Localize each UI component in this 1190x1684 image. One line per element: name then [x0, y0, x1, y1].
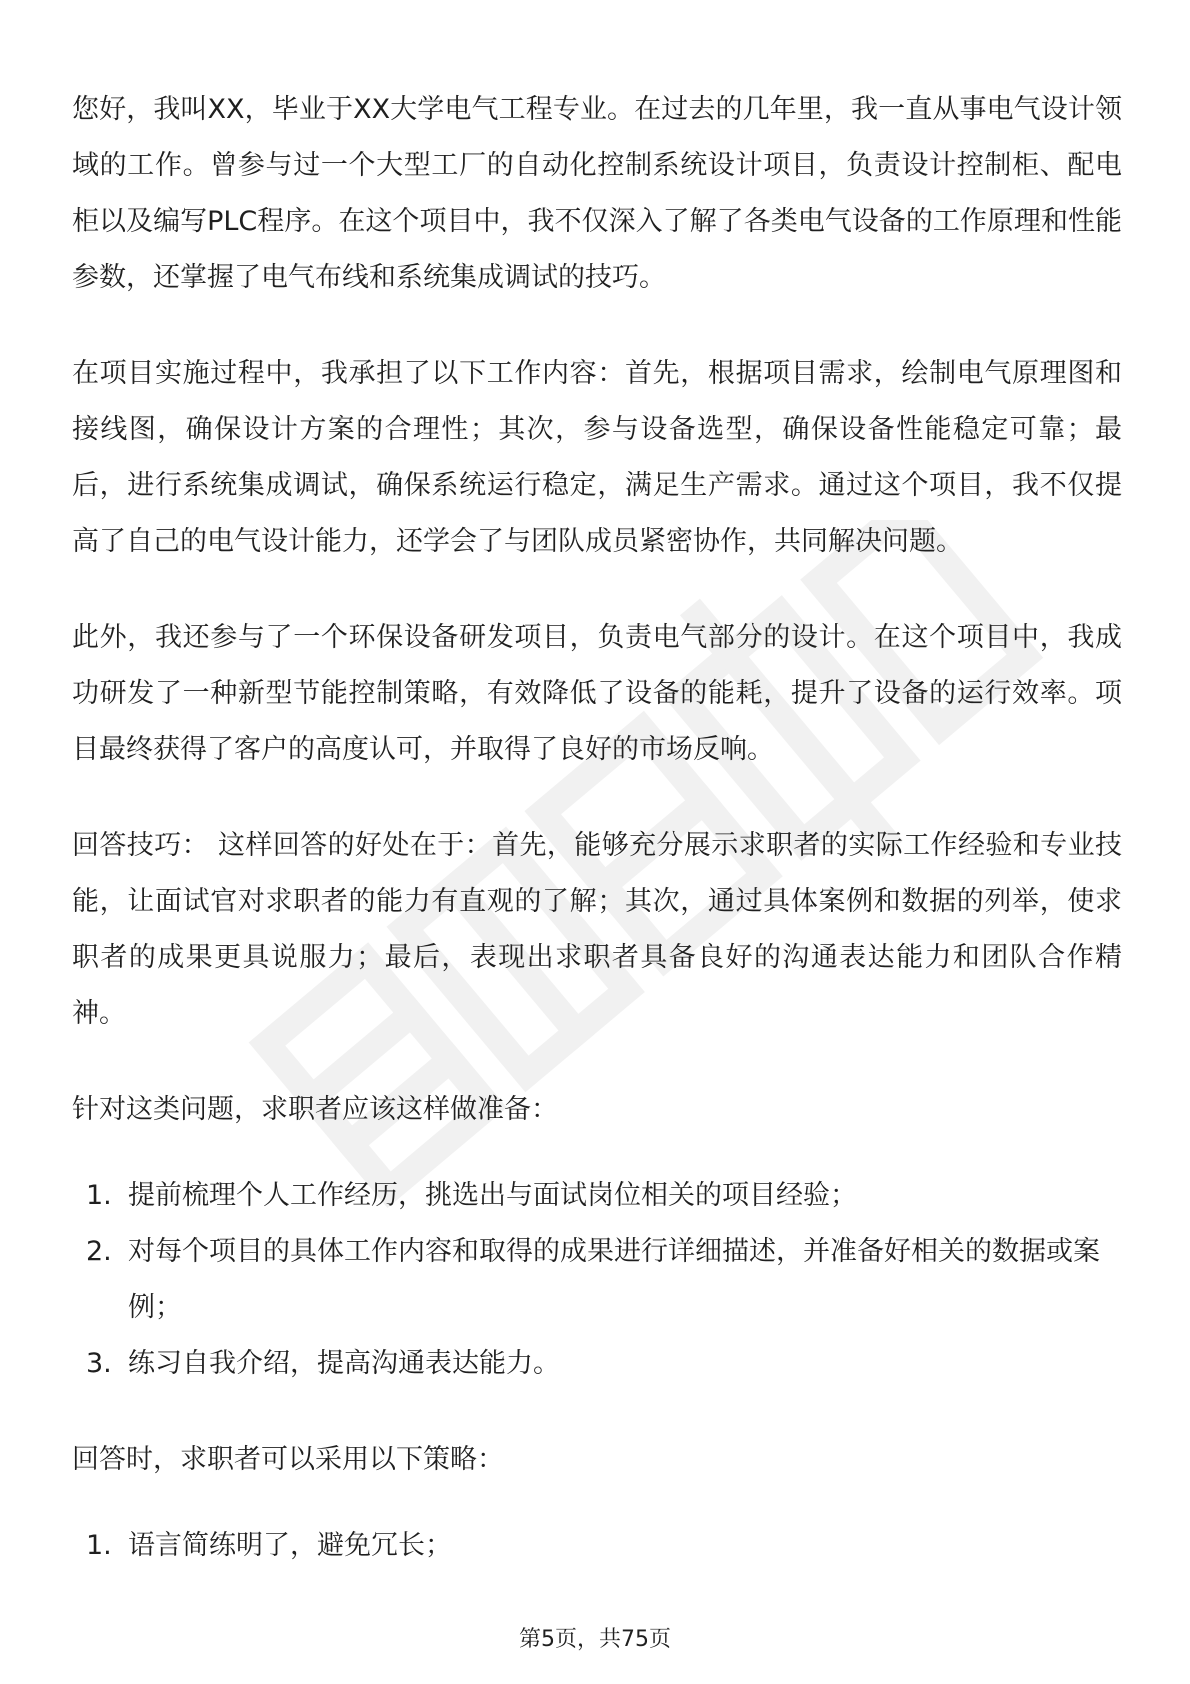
paragraph-prep-intro: 针对这类问题，求职者应该这样做准备： — [72, 1094, 558, 1125]
list-item-number: 3. — [86, 1348, 112, 1379]
list-item-text: 语言简练明了，避免冗长； — [128, 1530, 452, 1561]
paragraph-project-duties: 在项目实施过程中，我承担了以下工作内容：首先，根据项目需求，绘制电气原理图和接线图，确保设计方案的合理性；其次，参与设备选型，确保设备性能稳定可靠；最后，进行系统集成调试，确保系统运行稳定，满足生产需求。通过这个项目，我不仅提高了自己的电气设计能力，还学会了与团队成员紧密协作，共同解决问题。 — [72, 358, 1122, 557]
list-item-text: 提前梳理个人工作经历，挑选出与面试岗位相关的项目经验； — [128, 1180, 857, 1211]
list-item — [72, 1168, 1122, 1224]
strategy-list — [72, 1518, 1122, 1574]
document-body — [72, 82, 1122, 1614]
list-item-text: 练习自我介绍，提高沟通表达能力。 — [128, 1348, 560, 1379]
list-item-number: 1. — [86, 1530, 112, 1561]
page-number-footer: 第5页，共75页 — [519, 1627, 671, 1652]
prep-list — [72, 1168, 1122, 1392]
list-item — [72, 1224, 1122, 1336]
list-item — [72, 1518, 1122, 1574]
list-item-number: 2. — [86, 1236, 112, 1267]
list-item-text: 对每个项目的具体工作内容和取得的成果进行详细描述，并准备好相关的数据或案例； — [128, 1236, 1100, 1323]
paragraph-answer-tips: 回答技巧： 这样回答的好处在于：首先，能够充分展示求职者的实际工作经验和专业技能，让面试官对求职者的能力有直观的了解；其次，通过具体案例和数据的列举，使求职者的成果更具说服力；最后，表现出求职者具备良好的沟通表达能力和团队合作精神。 — [72, 830, 1122, 1029]
list-item-number: 1. — [86, 1180, 112, 1211]
paragraph-strategy-intro: 回答时，求职者可以采用以下策略： — [72, 1444, 504, 1475]
paragraph-eco-project: 此外，我还参与了一个环保设备研发项目，负责电气部分的设计。在这个项目中，我成功研发了一种新型节能控制策略，有效降低了设备的能耗，提升了设备的运行效率。项目最终获得了客户的高度认可，并取得了良好的市场反响。 — [72, 622, 1122, 765]
paragraph-intro: 您好，我叫XX，毕业于XX大学电气工程专业。在过去的几年里，我一直从事电气设计领域的工作。曾参与过一个大型工厂的自动化控制系统设计项目，负责设计控制柜、配电柜以及编写PLC程序。在这个项目中，我不仅深入了解了各类电气设备的工作原理和性能参数，还掌握了电气布线和系统集成调试的技巧。 — [72, 94, 1122, 293]
list-item — [72, 1336, 1122, 1392]
